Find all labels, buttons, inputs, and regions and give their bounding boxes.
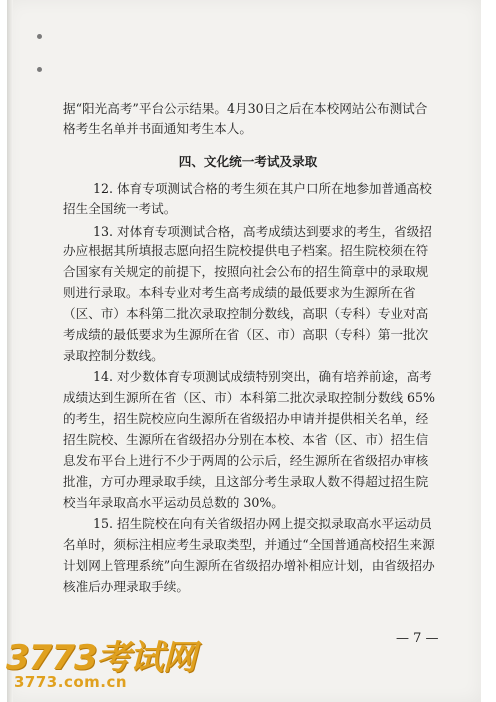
binding-hole [37, 67, 42, 72]
text-line: 校当年录取高水平运动员总数的 30%。 [63, 495, 284, 510]
text-line: 批准，方可办理录取手续，且这部分考生录取人数不得超过招生院 [63, 474, 429, 489]
text-line: （区、市）本科第二批次录取控制分数线，高职（专科）专业对高 [63, 306, 429, 321]
watermark-title: 3773考试网 [6, 638, 196, 678]
text-line: 核准后办理录取手续。 [63, 579, 189, 594]
page-number: — 7 — [396, 631, 439, 646]
site-watermark-logo [6, 630, 196, 696]
text-line: 格考生名单并书面通知考生本人。 [63, 121, 252, 136]
text-line: 的考生，招生院校应向生源所在省级招办申请并提供相关名单，经 [63, 411, 429, 426]
watermark-url: 3773.com.cn [14, 673, 128, 691]
text-line: 则进行录取。本科专业对考生高考成绩的最低要求为生源所在省 [63, 285, 416, 300]
text-line: 13. 对体育专项测试合格，高考成绩达到要求的考生，省级招 [93, 224, 432, 239]
text-line: 成绩达到生源所在省（区、市）本科第二批次录取控制分数线 65% [63, 390, 436, 405]
section-heading: 四、文化统一考试及录取 [178, 154, 318, 169]
text-line: 考成绩的最低要求为生源所在省（区、市）高职（专科）第一批次 [63, 327, 429, 342]
text-line: 名单时，须标注相应考生录取类型，并通过“全国普通高校招生来源 [63, 537, 435, 552]
text-line: 招生院校、生源所在省级招办分别在本校、本省（区、市）招生信 [63, 432, 429, 447]
text-line: 据“阳光高考”平台公示结果。4月30日之后在本校网站公布测试合 [63, 101, 428, 116]
text-line: 15. 招生院校在向有关省级招办网上提交拟录取高水平运动员 [93, 516, 432, 531]
text-line: 息发布平台上进行不少于两周的公示后，经生源所在省级招办审核 [63, 453, 429, 468]
text-line: 录取控制分数线。 [63, 348, 164, 363]
page-edge [7, 0, 13, 702]
text-line: 办应根据其所填报志愿向招生院校提供电子档案。招生院校须在符 [63, 243, 429, 258]
text-line: 12. 体育专项测试合格的考生须在其户口所在地参加普通高校 [93, 181, 432, 196]
text-line: 14. 对少数体育专项测试成绩特别突出，确有培养前途，高考 [93, 369, 432, 384]
binding-hole [37, 34, 42, 39]
text-line: 招生全国统一考试。 [63, 201, 177, 216]
text-line: 计划网上管理系统”向生源所在省级招办增补相应计划，由省级招办 [63, 558, 435, 573]
text-line: 合国家有关规定的前提下，按照向社会公布的招生简章中的录取规 [63, 264, 429, 279]
